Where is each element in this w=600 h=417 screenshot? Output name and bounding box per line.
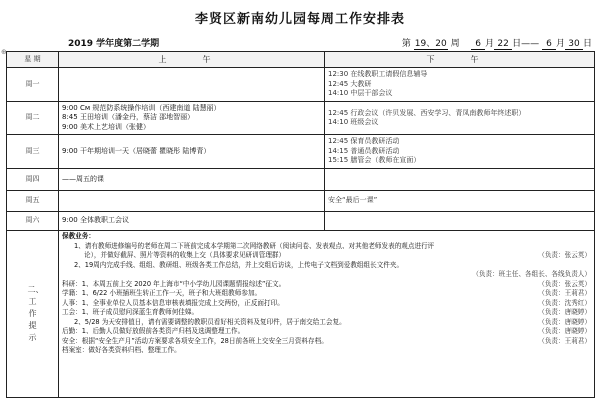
- entry: 9:00 全体教职工会议: [62, 216, 129, 225]
- section-label-text: 二、工作提示: [27, 285, 44, 342]
- note-line: （负责：班主任、各组长、各线负责人）: [472, 270, 591, 278]
- note-line: 安全：根据“安全生产月”活动方案要求各项安全工作，28日前各班上交安全三月资料存档。 （负责：王莉君）: [62, 336, 591, 345]
- entry: 14:10 中层干部会议: [328, 89, 393, 98]
- table-row: [7, 68, 595, 102]
- entry: 12:45 保育员教研活动: [328, 137, 400, 146]
- note-line: 1、请有教师进修编号的老师在周二下班前完成本学期第二次网络教研（阅读问卷、发表观点、对其他老师发表的观点进行评: [74, 241, 435, 250]
- day-name: 周五: [7, 191, 59, 212]
- notes-cell[interactable]: [59, 231, 595, 398]
- entry: 12:45 行政会议（许贝发展、西安学习、青凤南教师年终述职）: [328, 108, 526, 117]
- am-cell[interactable]: [59, 68, 325, 102]
- entry: 8:45 王田培训（潘金丹，蔡洁 邵地智丽）: [62, 113, 195, 122]
- start-month: 6: [471, 39, 485, 50]
- day-name: 周四: [7, 169, 59, 191]
- table-row: [7, 212, 595, 231]
- table-row: [7, 169, 595, 191]
- note-line: 工会：1、班子成员慰问深蓝生育教师何佳娣。 （负责：唐晓婷）: [62, 308, 591, 316]
- header-pm: 下 午: [325, 52, 595, 68]
- week-unit: 周: [450, 39, 460, 49]
- entry: 12:30 在线教职工请假信息辅导: [328, 70, 428, 79]
- note-line: 学籍：1、6/22 小班插班生转正工作一天，班子和大班组教师参加。 （负责：王莉君）: [62, 289, 591, 297]
- note-line: 2、5/28 为天安排值日，请有需要调整的教职员看好相关资料及复印件，居于南交给工会复。 （负责：唐晓婷）: [74, 317, 591, 326]
- am-cell[interactable]: [59, 191, 325, 212]
- pm-cell[interactable]: [325, 212, 595, 231]
- entry: 12:45 大教研: [328, 79, 372, 88]
- note-line: 科研：1、本周五前上交 2020 年上海市“中小学幼儿园课题情报综述”征文。 （负责：张云英）: [62, 279, 591, 288]
- end-month-unit: 月: [555, 39, 565, 49]
- pm-cell[interactable]: [325, 68, 595, 102]
- notes-section-text: [27, 284, 44, 344]
- week-label: 第: [401, 39, 411, 49]
- entry: ——周五的课: [62, 174, 104, 183]
- note-line: 档案室：做好各类资料归档、整理工作。: [62, 346, 181, 354]
- header-am: 上 午: [59, 52, 325, 68]
- notes-row: [7, 231, 595, 398]
- end-month: 6: [542, 39, 556, 50]
- day-name: 周二: [7, 102, 59, 135]
- header-row: [7, 52, 595, 68]
- week-range: [402, 36, 592, 50]
- am-cell[interactable]: [59, 212, 325, 231]
- note-line: 人事：1、全事业单位人员基本信息审核表填报完成上交两份，正反面打印。 （负责：沈秀红）: [62, 298, 591, 307]
- end-day-unit: 日: [582, 39, 592, 49]
- note-line: 2、19周内完成手线、组组、教研组、班级各类工作总结，并上交组后访谈，上传电子文档到爱教组组长文件夹。: [74, 260, 404, 269]
- page-title: 李贤区新南幼儿园每周工作安排表: [194, 12, 405, 27]
- table-row: [7, 102, 595, 135]
- term-label: 2019 学年度第二学期: [68, 39, 160, 49]
- day-name: 周三: [7, 135, 59, 169]
- day-name: 周一: [7, 68, 59, 102]
- header-day: 星 期: [7, 52, 59, 68]
- start-month-unit: 月: [485, 39, 495, 49]
- note-line: 后勤：1、后勤人员做好放假前各类资产归档及选调整理工作。 （负责：唐晓婷）: [62, 327, 591, 335]
- table-move-handle-icon[interactable]: ⊕: [1, 48, 7, 56]
- am-cell[interactable]: [59, 169, 325, 191]
- am-cell[interactable]: [59, 102, 325, 135]
- table-row: [7, 135, 595, 169]
- start-day: 22: [494, 39, 512, 50]
- week-number: 19、20: [414, 36, 448, 50]
- day-name: 周六: [7, 212, 59, 231]
- entry: 14:10 班级会议: [328, 118, 379, 126]
- entry: 9:00 美术上艺培训（张健）: [62, 122, 150, 131]
- pm-cell[interactable]: [325, 191, 595, 212]
- entry: 安全“最后一课”: [328, 196, 378, 205]
- pm-cell[interactable]: [325, 102, 595, 135]
- entry: 9:00 См 规范防系统操作培训（西建南道 陆慧丽）: [62, 103, 221, 112]
- notes-heading: 保教业务：: [62, 232, 95, 240]
- end-day: 30: [565, 39, 583, 50]
- notes-section-label: [7, 231, 59, 398]
- date-separator: 日——: [512, 39, 540, 49]
- table-row: [7, 191, 595, 212]
- weekly-schedule-table: [6, 51, 595, 398]
- pm-cell[interactable]: [325, 135, 595, 169]
- entry: 14:15 普通员教研活动: [328, 146, 400, 155]
- note-line: 论），并做好截屏、照片等资料的收集上交（具体要求见研训管理群） （负责：张云英）: [84, 251, 591, 259]
- pm-cell[interactable]: [325, 169, 595, 191]
- entry: 9:00 干年期培训一天（居晓蕾 瞿晓彤 陆博青）: [62, 146, 211, 155]
- entry: 15:15 膳管会（教师在宣面）: [328, 156, 421, 165]
- am-cell[interactable]: [59, 135, 325, 169]
